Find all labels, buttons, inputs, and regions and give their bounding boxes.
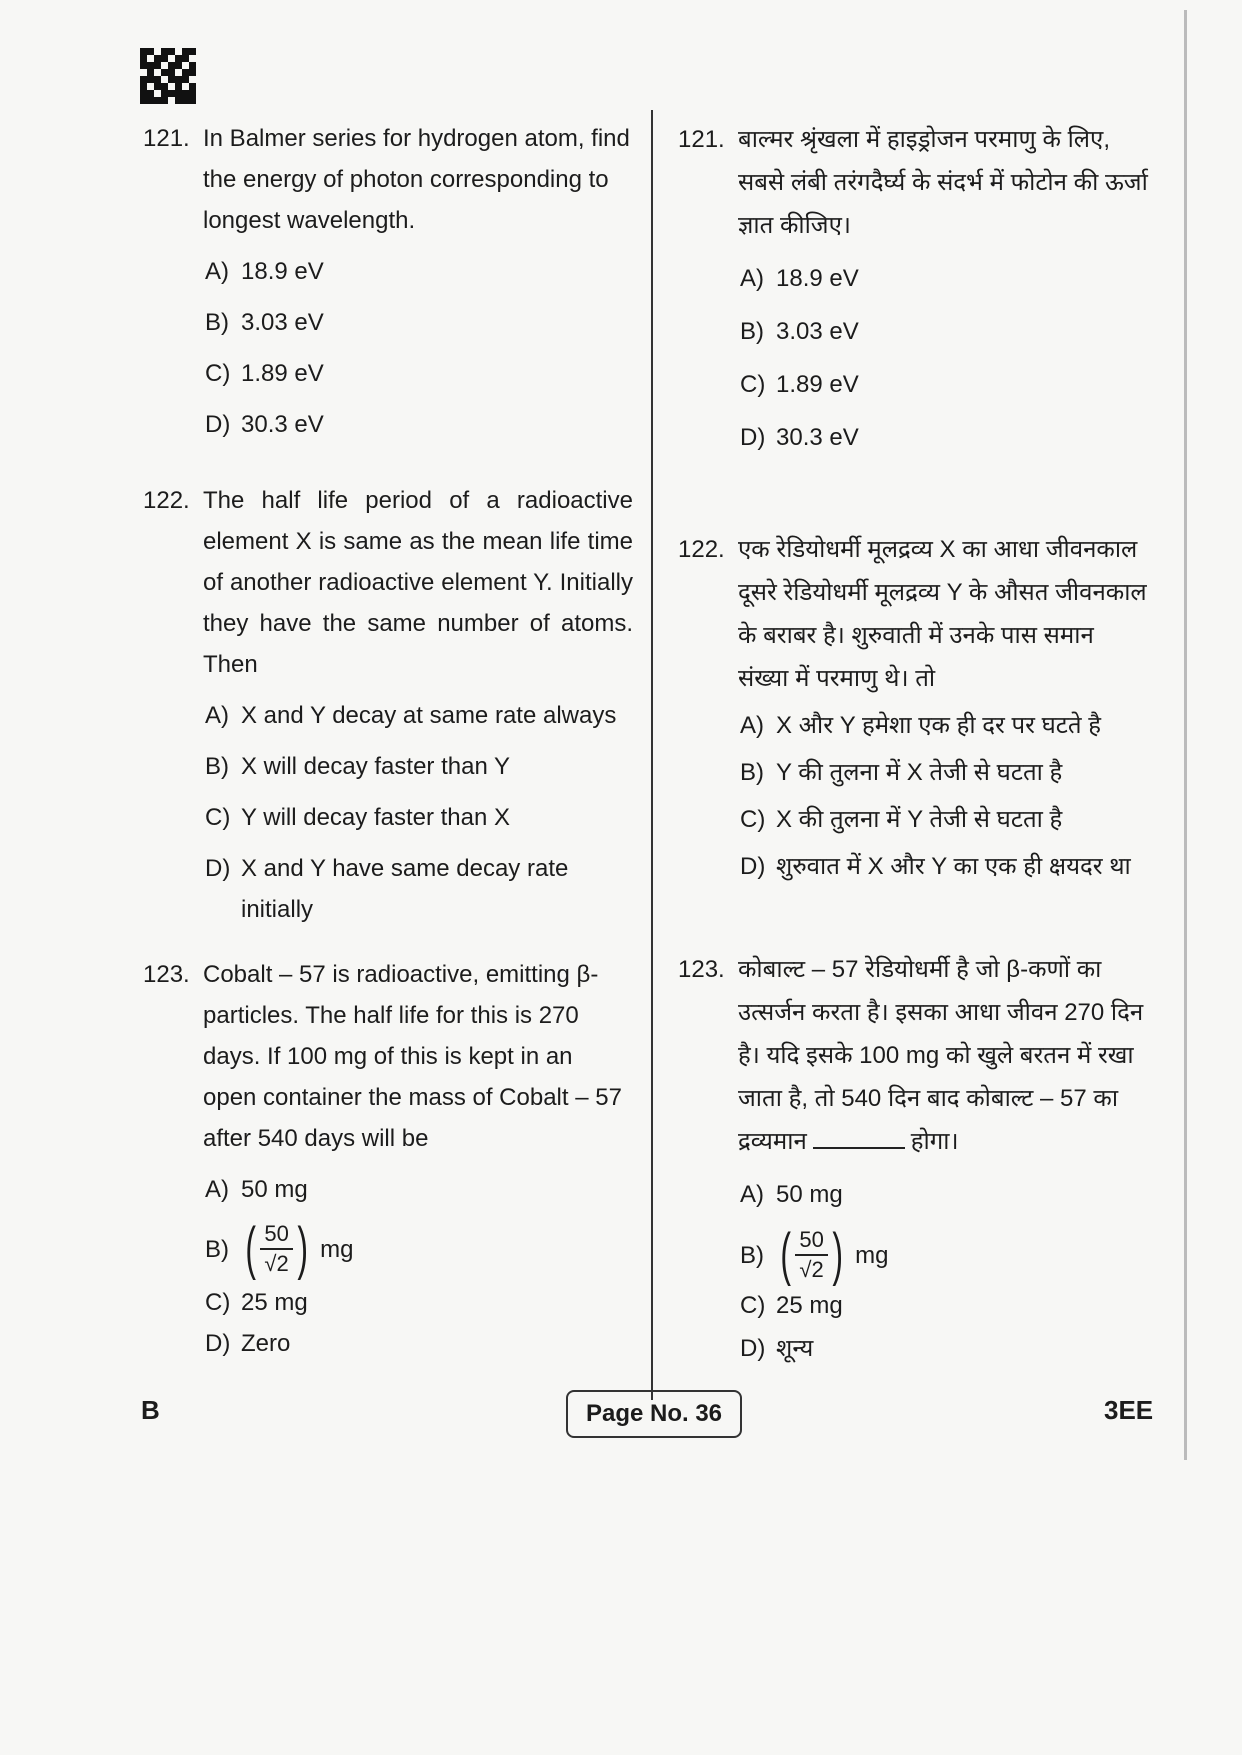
option-a[interactable]: A) 18.9 eV [205,258,324,285]
option-d[interactable]: D) 30.3 eV [740,424,859,451]
page-number: Page No. 36 [566,1390,742,1438]
hindi-column [678,118,1148,1370]
question-121-hi [678,118,1148,528]
page-edge-line [1184,10,1187,1460]
option-d[interactable]: D) Zero [205,1330,291,1357]
option-c[interactable]: C) 1.89 eV [205,360,324,387]
option-a[interactable]: A) 50 mg [205,1176,308,1203]
paper-code: 3EE [1104,1395,1154,1425]
fill-blank [813,1125,905,1149]
question-text: एक रेडियोधर्मी मूलद्रव्य X का आधा जीवनकाल दूसरे रेडियोधर्मी मूलद्रव्य Y के औसत जीवनकाल के बराबर है। शुरुवाती में उनके पास समान संख्या में परमाणु थे। तो [738,536,1147,692]
question-text: बाल्मर श्रृंखला में हाइड्रोजन परमाणु के लिए, सबसे लंबी तरंगदैर्घ्य के संदर्भ में फोटोन की ऊर्जा ज्ञात कीजिए। [738,126,1148,239]
question-text: In Balmer series for hydrogen atom, find the energy of photon corresponding to longest wavelength. [203,125,630,234]
question-121-en [143,118,633,480]
question-122-en [143,480,633,954]
option-a[interactable]: A) X और Y हमेशा एक ही दर पर घटते है [740,712,1101,739]
option-b[interactable]: B) 3.03 eV [205,309,324,336]
option-c[interactable]: C) X की तुलना में Y तेजी से घटता है [740,806,1063,833]
question-text: Cobalt – 57 is radioactive, emitting β-particles. The half life for this is 270 days. If 100 mg of this is kept in an open container the mass of Cobalt – 57 after 540 days will be [203,961,622,1152]
option-b[interactable]: B) Y की तुलना में X तेजी से घटता है [740,759,1063,786]
english-column [143,118,633,1364]
option-a[interactable]: A) 50 mg [740,1181,843,1208]
question-number: 121. [678,126,725,153]
question-number: 122. [143,487,190,514]
fraction: ( 50 √2 ) [780,1222,843,1287]
question-text: कोबाल्ट – 57 रेडियोधर्मी है जो β-कणों का उत्सर्जन करता है। इसका आधा जीवन 270 दिन है। यदि इसके 100 mg को खुले बरतन में रखा जाता है, तो 540 दिन बाद कोबाल्ट – 57 का द्रव्यमान होगा। [738,956,1144,1155]
option-d[interactable]: D) 30.3 eV [205,411,324,438]
option-b[interactable]: B) ( 50 √2 ) mg [205,1216,354,1281]
question-number: 123. [678,956,725,983]
option-d[interactable]: D) शून्य [740,1335,814,1362]
column-divider [651,110,653,1400]
question-123-hi [678,948,1148,1370]
option-c[interactable]: C) Y will decay faster than X [205,804,511,831]
question-number: 123. [143,961,190,988]
question-122-hi [678,528,1148,948]
option-d[interactable]: D) शुरुवात में X और Y का एक ही क्षयदर था [740,853,1131,880]
option-a[interactable]: A) 18.9 eV [740,265,859,292]
question-number: 121. [143,125,190,152]
option-a[interactable]: A) X and Y decay at same rate always [205,702,617,729]
qr-code [140,48,196,104]
option-c[interactable]: C) 25 mg [205,1289,308,1316]
option-c[interactable]: C) 25 mg [740,1292,843,1319]
option-b[interactable]: B) X will decay faster than Y [205,753,511,780]
question-text: The half life period of a radioactive element X is same as the mean life time of another radioactive element Y. Initially they have the same number of atoms. Then [203,487,633,678]
option-d[interactable]: D) X and Y have same decay rate initially [205,855,569,923]
option-b[interactable]: B) ( 50 √2 ) mg [740,1222,889,1287]
booklet-series: B [141,1395,160,1425]
question-123-en [143,954,633,1364]
question-number: 122. [678,536,725,563]
option-b[interactable]: B) 3.03 eV [740,318,859,345]
fraction: ( 50 √2 ) [245,1216,308,1281]
option-c[interactable]: C) 1.89 eV [740,371,859,398]
